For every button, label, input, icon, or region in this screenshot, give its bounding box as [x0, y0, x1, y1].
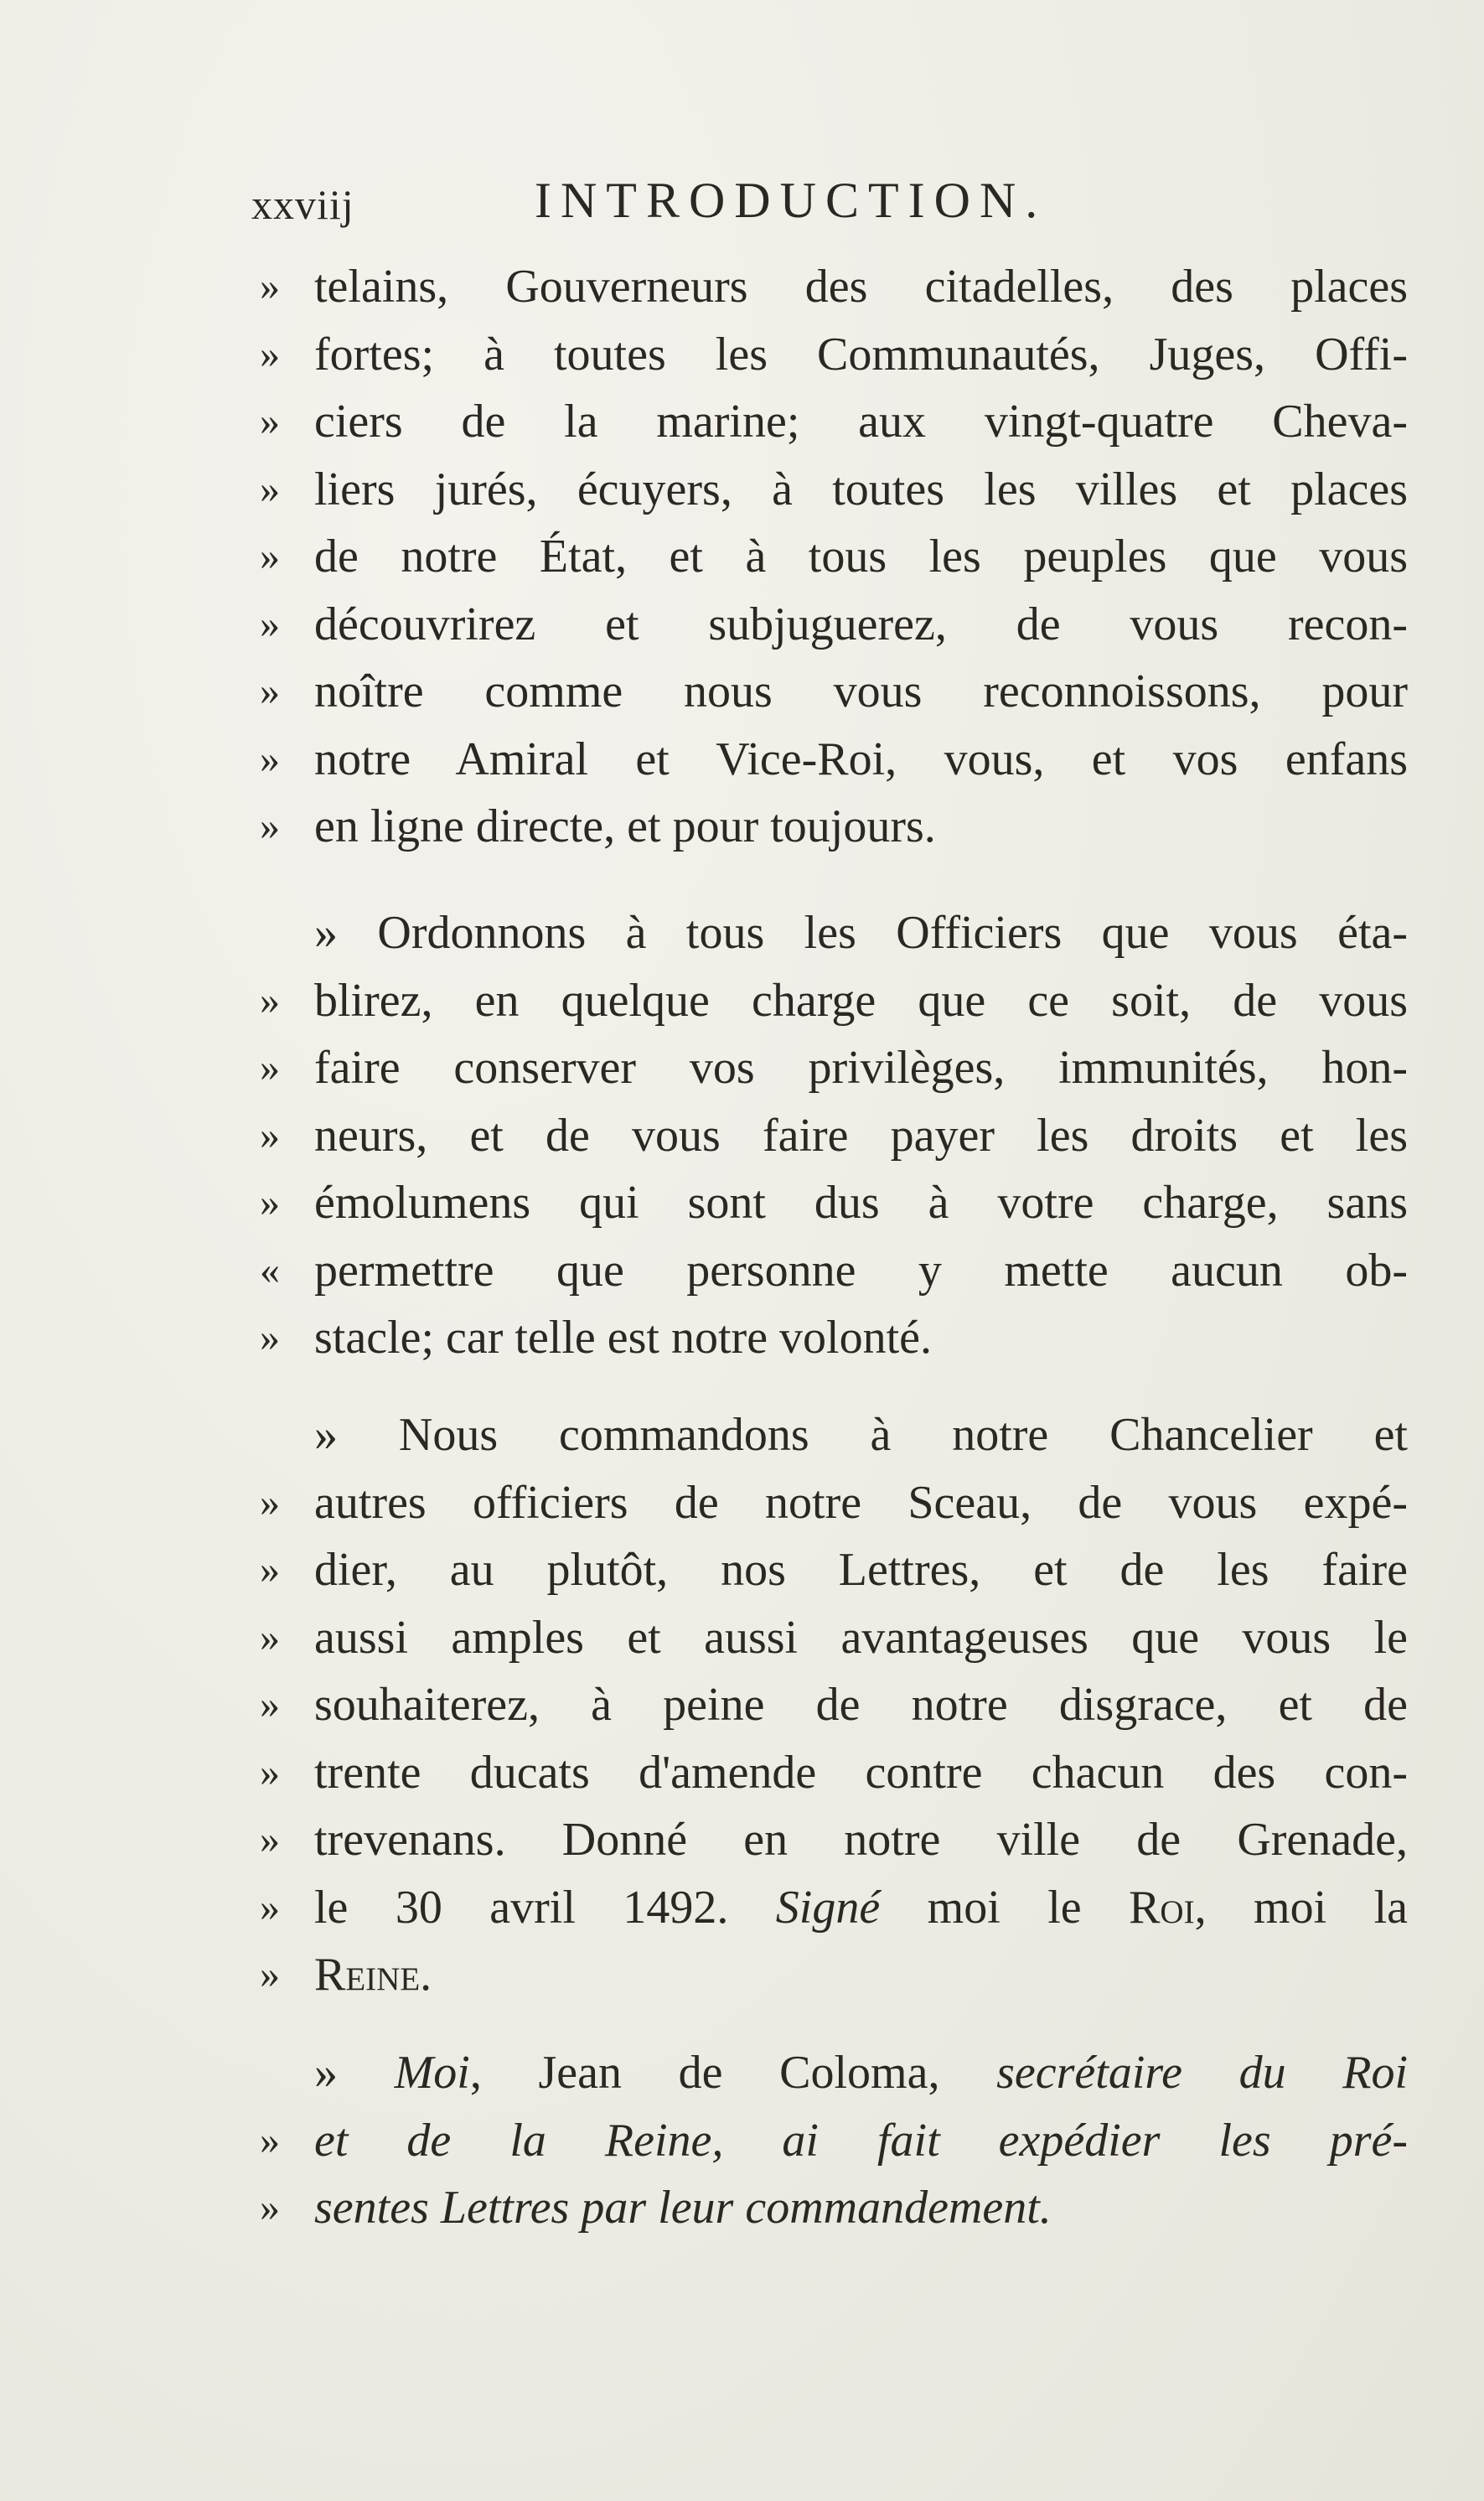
text-segment: » Ordonnons à tous les Officiers que vous éta- — [314, 907, 1408, 959]
quote-marker: » — [260, 1817, 280, 1862]
quote-marker: » — [260, 1547, 280, 1592]
text-segment: trente ducats d'amende contre chacun des con- — [314, 1746, 1408, 1799]
italic-text: Signé — [775, 1881, 881, 1934]
line-text — [314, 2039, 1408, 2106]
line-text — [314, 253, 1408, 320]
text-line — [260, 456, 1408, 523]
line-text — [314, 1102, 1408, 1169]
quote-marker: » — [260, 1479, 280, 1525]
quote-marker: » — [260, 1045, 280, 1090]
small-caps-text: Roi — [1129, 1881, 1195, 1934]
text-segment: autres officiers de notre Sceau, de vous expé- — [314, 1476, 1408, 1529]
line-text — [314, 1874, 1408, 1941]
quote-marker: » — [260, 1952, 280, 1996]
text-line — [260, 1604, 1408, 1671]
page-header — [251, 172, 1408, 239]
quote-marker: » — [260, 1112, 280, 1157]
quote-marker: » — [260, 466, 280, 511]
line-text — [314, 899, 1408, 966]
text-line — [260, 1304, 1408, 1371]
text-line — [260, 1469, 1408, 1536]
line-text — [314, 1304, 1408, 1371]
line-text — [314, 1806, 1408, 1873]
quote-marker: » — [260, 2185, 280, 2229]
quote-marker: » — [260, 804, 280, 848]
line-text — [314, 2107, 1408, 2174]
text-segment: stacle; car telle est notre volonté. — [314, 1312, 933, 1364]
text-line — [260, 1739, 1408, 1806]
quote-marker: » — [260, 2117, 280, 2162]
text-segment: blirez, en quelque charge que ce soit, de vous — [314, 974, 1408, 1027]
line-text — [314, 591, 1408, 658]
text-line — [260, 2107, 1408, 2174]
text-line — [260, 793, 1408, 860]
quote-marker: » — [260, 1682, 280, 1727]
text-segment: , moi la — [1194, 1881, 1409, 1934]
text-line — [260, 967, 1408, 1034]
line-text — [314, 1536, 1408, 1603]
quote-marker: » — [260, 669, 280, 713]
line-text — [314, 793, 1408, 860]
text-line — [260, 726, 1408, 793]
line-text — [314, 1739, 1408, 1806]
text-line — [260, 591, 1408, 658]
italic-text: et de la Reine, ai fait expédier les pré- — [314, 2114, 1408, 2167]
text-line — [260, 1874, 1408, 1941]
line-text — [314, 1671, 1408, 1738]
text-segment: , Jean de Coloma, — [469, 2047, 997, 2099]
text-segment: telains, Gouverneurs des citadelles, des places — [314, 261, 1408, 313]
text-segment: trevenans. Donné en notre ville de Grenade, — [314, 1814, 1408, 1866]
text-segment: permettre que personne y mette aucun ob- — [314, 1244, 1408, 1297]
text-line — [260, 1941, 1408, 2008]
text-line — [260, 2174, 1408, 2241]
text-segment: le 30 avril 1492. — [314, 1881, 776, 1934]
text-line — [260, 2039, 1408, 2106]
text-line — [260, 1536, 1408, 1603]
line-text — [314, 1169, 1408, 1236]
text-segment: ciers de la marine; aux vingt-quatre Cheva- — [314, 396, 1408, 448]
quote-marker: » — [260, 977, 280, 1023]
text-segment: dier, au plutôt, nos Lettres, et de les faire — [314, 1544, 1408, 1596]
line-text — [314, 388, 1408, 455]
text-line — [260, 899, 1408, 966]
text-segment: liers jurés, écuyers, à toutes les villes et places — [314, 463, 1408, 515]
italic-text: sentes Lettres par leur commandement. — [314, 2182, 1052, 2234]
line-text — [314, 1034, 1408, 1101]
text-segment: de notre État, et à tous les peuples que vous — [314, 531, 1408, 583]
quote-marker: » — [260, 399, 280, 443]
text-line — [260, 1237, 1408, 1304]
running-title: INTRODUCTION. — [535, 173, 1047, 228]
text-segment: » Nous commandons à notre Chancelier et — [314, 1409, 1408, 1461]
quote-marker: » — [260, 534, 280, 578]
italic-text: Moi — [394, 2047, 470, 2099]
quote-marker: » — [260, 736, 280, 781]
text-segment: faire conserver vos privilèges, immunités, hon- — [314, 1042, 1408, 1094]
line-text — [314, 726, 1408, 793]
text-line — [260, 321, 1408, 388]
italic-text: secrétaire du Roi — [996, 2047, 1408, 2099]
small-caps-text: Reine. — [314, 1949, 432, 2001]
quote-marker: » — [260, 331, 280, 376]
text-segment: moi le — [880, 1881, 1130, 1934]
quote-marker: « — [260, 1247, 280, 1292]
text-line — [260, 253, 1408, 320]
line-text — [314, 523, 1408, 590]
text-segment: neurs, et de vous faire payer les droits et les — [314, 1109, 1408, 1162]
text-segment: émolumens qui sont dus à votre charge, sans — [314, 1177, 1408, 1229]
quote-marker: » — [260, 1614, 280, 1660]
quote-marker: » — [260, 1749, 280, 1794]
text-line — [260, 1401, 1408, 1468]
text-segment: aussi amples et aussi avantageuses que vous le — [314, 1611, 1408, 1664]
text-segment: fortes; à toutes les Communautés, Juges, Offi- — [314, 328, 1408, 381]
text-line — [260, 1169, 1408, 1236]
line-text — [314, 1237, 1408, 1304]
line-text — [314, 321, 1408, 388]
text-segment: découvrirez et subjuguerez, de vous recon- — [314, 598, 1408, 650]
line-text — [314, 1401, 1408, 1468]
line-text — [314, 658, 1408, 725]
text-segment: notre Amiral et Vice-Roi, vous, et vos enfans — [314, 733, 1408, 785]
text-segment: souhaiterez, à peine de notre disgrace, et de — [314, 1679, 1408, 1731]
line-text — [314, 2174, 1408, 2241]
quote-marker: » — [260, 601, 280, 646]
text-line — [260, 1806, 1408, 1873]
text-segment: noître comme nous vous reconnoissons, pour — [314, 665, 1408, 717]
text-segment: » — [314, 2047, 395, 2099]
line-text — [314, 1604, 1408, 1671]
text-segment: en ligne directe, et pour toujours. — [314, 800, 936, 852]
text-line — [260, 1671, 1408, 1738]
line-text — [314, 1941, 1408, 2008]
text-line — [260, 523, 1408, 590]
text-line — [260, 1102, 1408, 1169]
quote-marker: » — [260, 264, 280, 308]
line-text — [314, 967, 1408, 1034]
quote-marker: » — [260, 1884, 280, 1929]
text-line — [260, 658, 1408, 725]
line-text — [314, 456, 1408, 523]
text-line — [260, 1034, 1408, 1101]
text-line — [260, 388, 1408, 455]
quote-marker: » — [260, 1315, 280, 1359]
quote-marker: » — [260, 1180, 280, 1225]
page-number: xxviij — [251, 181, 354, 228]
line-text — [314, 1469, 1408, 1536]
